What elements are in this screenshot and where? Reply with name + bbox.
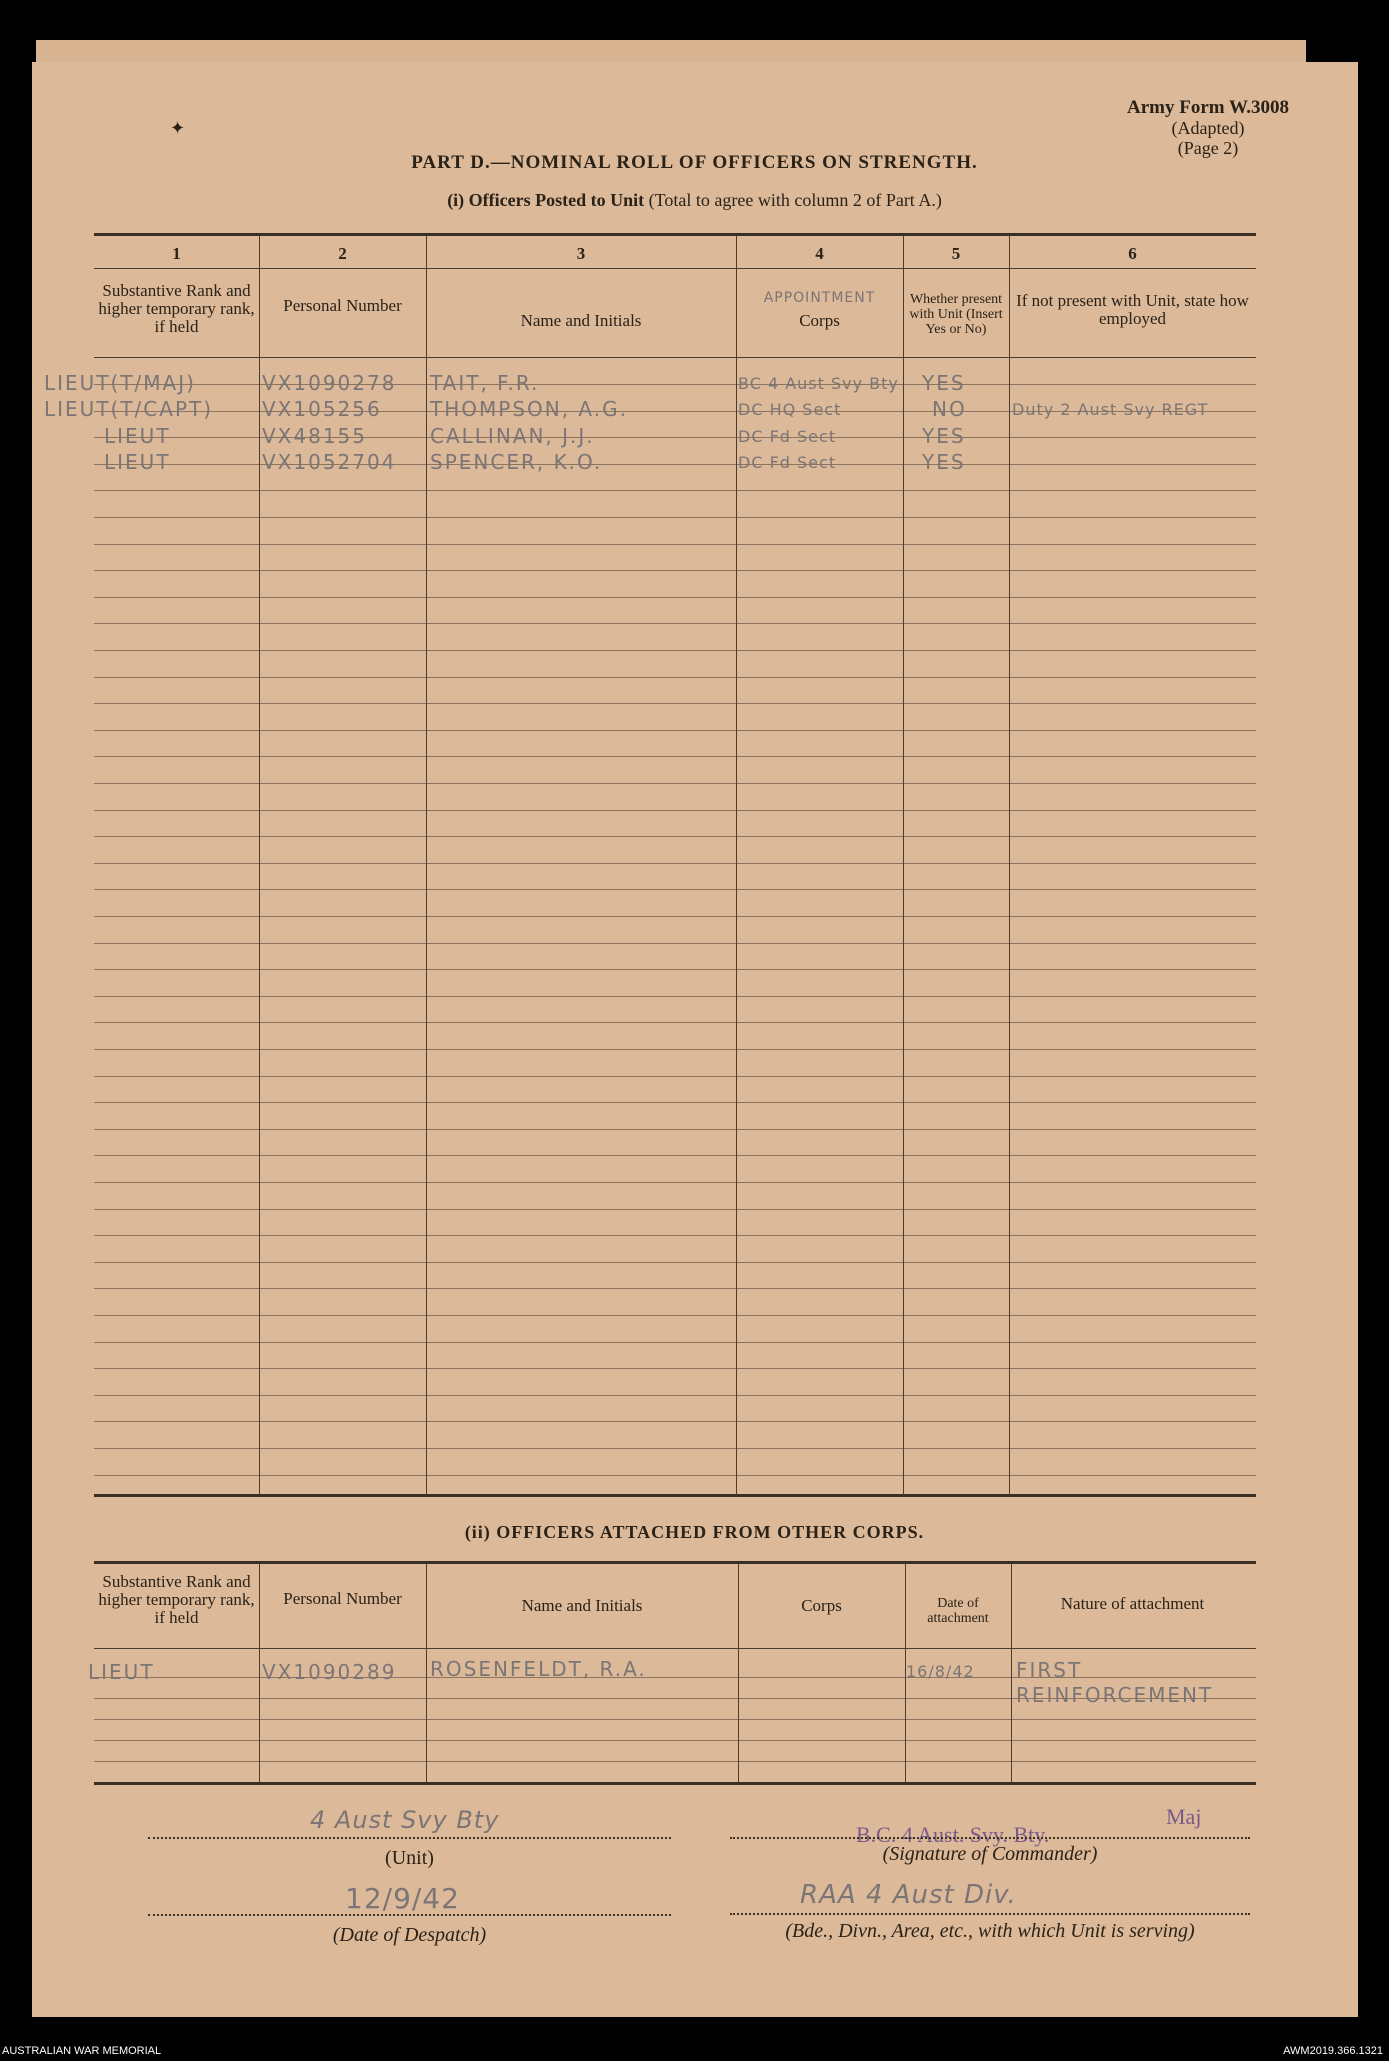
cell-name: CALLINAN, J.J.	[430, 424, 595, 448]
archive-reference: AWM2019.366.1321	[1283, 2045, 1383, 2057]
ruled-line	[94, 730, 1256, 731]
formation-value: RAA 4 Aust Div.	[800, 1880, 1017, 1910]
cell-rank: LIEUT	[88, 1660, 155, 1684]
ruled-line	[94, 1209, 1256, 1210]
table-bottom-rule	[94, 1782, 1256, 1785]
cell-name: TAIT, F.R.	[430, 371, 540, 395]
ruled-line	[94, 623, 1256, 624]
table-top-rule	[94, 1561, 1256, 1564]
cell-corps: DC HQ Sect	[738, 400, 842, 419]
col-divider	[903, 235, 904, 1495]
ruled-line	[94, 1235, 1256, 1236]
form-number: Army Form W.3008	[1126, 97, 1289, 118]
archive-name: AUSTRALIAN WAR MEMORIAL	[2, 2045, 162, 2057]
header-bottom-rule	[94, 357, 1256, 358]
ruled-line	[94, 1288, 1256, 1289]
section1-label: (i) Officers Posted to Unit	[447, 190, 645, 210]
cell-nature: FIRST	[1016, 1658, 1083, 1682]
unit-line	[148, 1837, 671, 1839]
ink-mark: ✦	[170, 118, 186, 138]
ruled-line	[94, 1761, 1256, 1762]
ruled-line	[94, 1421, 1256, 1422]
unit-value: 4 Aust Svy Bty	[310, 1806, 500, 1834]
header-bottom-rule	[94, 1648, 1256, 1649]
date-line	[148, 1914, 671, 1916]
col-divider	[1011, 1563, 1012, 1782]
unit-stamp: B.C. 4 Aust. Svy. Bty.	[856, 1822, 1050, 1847]
cell-date: 16/8/42	[906, 1662, 975, 1681]
ruled-line	[94, 996, 1256, 997]
ruled-line	[94, 1262, 1256, 1263]
ruled-line	[94, 1182, 1256, 1183]
ruled-line	[94, 1475, 1256, 1476]
signature-label: (Signature of Commander)	[882, 1843, 1098, 1865]
section1-subtitle	[0, 190, 1389, 211]
ruled-line	[94, 1102, 1256, 1103]
ruled-line	[94, 783, 1256, 784]
ruled-line	[94, 490, 1256, 491]
signature-line	[730, 1837, 1250, 1839]
ruled-line	[94, 943, 1256, 944]
col-header-name: Name and Initials	[520, 311, 642, 330]
col-header-present: Whether present with Unit (Insert Yes or No)	[909, 292, 1003, 337]
col-header-name: Name and Initials	[521, 1596, 643, 1615]
header-number-rule	[94, 268, 1256, 269]
cell-number: VX1052704	[262, 450, 397, 474]
col-divider	[738, 1563, 739, 1782]
ruled-line	[94, 1315, 1256, 1316]
cell-corps: DC Fd Sect	[738, 427, 837, 446]
ruled-line	[94, 889, 1256, 890]
ruled-line	[94, 570, 1256, 571]
cell-present: YES	[922, 371, 966, 395]
despatch-date-label: (Date of Despatch)	[332, 1924, 487, 1946]
cell-rank: LIEUT	[104, 450, 171, 474]
cell-corps: BC 4 Aust Svy Bty	[738, 374, 899, 393]
ruled-line	[94, 517, 1256, 518]
table-top-rule	[94, 233, 1256, 236]
col-number: 4	[815, 244, 824, 263]
cell-rank: LIEUT(T/CAPT)	[44, 397, 214, 421]
col-divider	[426, 1563, 427, 1782]
ruled-line	[94, 597, 1256, 598]
col-header-rank: Substantive Rank and higher temporary rank, if held	[98, 281, 255, 336]
col-divider	[736, 235, 737, 1495]
cell-present: YES	[922, 424, 966, 448]
ruled-line	[94, 1448, 1256, 1449]
form-adapted: (Adapted)	[1171, 118, 1245, 138]
col-header-corps: Corps	[799, 311, 840, 330]
cell-present: NO	[932, 397, 967, 421]
cell-number: VX105256	[262, 397, 382, 421]
ruled-line	[94, 969, 1256, 970]
ruled-line	[94, 1740, 1256, 1741]
col-number: 2	[338, 244, 347, 263]
unit-label: (Unit)	[385, 1847, 434, 1869]
ruled-line	[94, 916, 1256, 917]
ruled-line	[94, 1395, 1256, 1396]
ruled-line	[94, 1719, 1256, 1720]
ruled-line	[94, 863, 1256, 864]
col-divider	[1009, 235, 1010, 1495]
cell-present: YES	[922, 450, 966, 474]
cell-rank: LIEUT(T/MAJ)	[44, 371, 196, 395]
col-header-nature: Nature of attachment	[1060, 1594, 1205, 1613]
ruled-line	[94, 756, 1256, 757]
col-header-employment: If not present with Unit, state how employed	[1016, 291, 1249, 328]
section1-note: (Total to agree with column 2 of Part A.)	[644, 190, 942, 210]
archive-caption	[0, 2041, 1389, 2061]
cell-number: VX1090278	[262, 371, 397, 395]
col-number: 6	[1128, 244, 1137, 263]
col-header-number: Personal Number	[283, 296, 402, 315]
col-divider	[259, 1563, 260, 1782]
ruled-line	[94, 836, 1256, 837]
form-page: (Page 2)	[1177, 138, 1239, 158]
section2-title: (ii) OFFICERS ATTACHED FROM OTHER CORPS.	[464, 1522, 925, 1542]
cell-number: VX48155	[262, 424, 368, 448]
cell-rank: LIEUT	[104, 424, 171, 448]
ruled-line	[94, 810, 1256, 811]
ruled-line	[94, 1342, 1256, 1343]
col-number: 5	[951, 244, 961, 263]
cell-employed: Duty 2 Aust Svy REGT	[1012, 400, 1209, 419]
cell-nature: REINFORCEMENT	[1016, 1683, 1214, 1707]
col-number: 3	[576, 244, 586, 263]
col-header-number: Personal Number	[283, 1589, 402, 1608]
ruled-line	[94, 1076, 1256, 1077]
ruled-line	[94, 1155, 1256, 1156]
formation-line	[730, 1913, 1250, 1915]
ruled-line	[94, 677, 1256, 678]
page-title: PART D.—NOMINAL ROLL OF OFFICERS ON STRENGTH.	[411, 152, 978, 173]
form-identifier	[1127, 98, 1289, 158]
table-bottom-rule	[94, 1494, 1256, 1497]
ruled-line	[94, 1129, 1256, 1130]
ruled-line	[94, 1022, 1256, 1023]
cell-name: ROSENFELDT, R.A.	[430, 1657, 647, 1681]
rank-stamp: Maj	[1166, 1804, 1202, 1829]
ruled-line	[94, 703, 1256, 704]
formation-label: (Bde., Divn., Area, etc., with which Unit is serving)	[785, 1920, 1195, 1942]
paper-top-edge	[36, 40, 1306, 64]
col-header-rank: Substantive Rank and higher temporary rank, if held	[98, 1572, 255, 1627]
col-header-appointment-handwritten: APPOINTMENT	[763, 290, 876, 306]
cell-name: SPENCER, K.O.	[430, 450, 603, 474]
col-header-date: Date of attachment	[927, 1596, 989, 1626]
col-header-corps: Corps	[801, 1596, 842, 1615]
ruled-line	[94, 1049, 1256, 1050]
cell-name: THOMPSON, A.G.	[430, 397, 628, 421]
form-paper	[32, 62, 1358, 2017]
col-divider	[426, 235, 427, 1495]
despatch-date-value: 12/9/42	[345, 1882, 460, 1915]
col-divider	[259, 235, 260, 1495]
col-number: 1	[172, 244, 181, 263]
cell-corps: DC Fd Sect	[738, 453, 837, 472]
ruled-line	[94, 544, 1256, 545]
ruled-line	[94, 1368, 1256, 1369]
ruled-line	[94, 650, 1256, 651]
cell-number: VX1090289	[262, 1660, 397, 1684]
